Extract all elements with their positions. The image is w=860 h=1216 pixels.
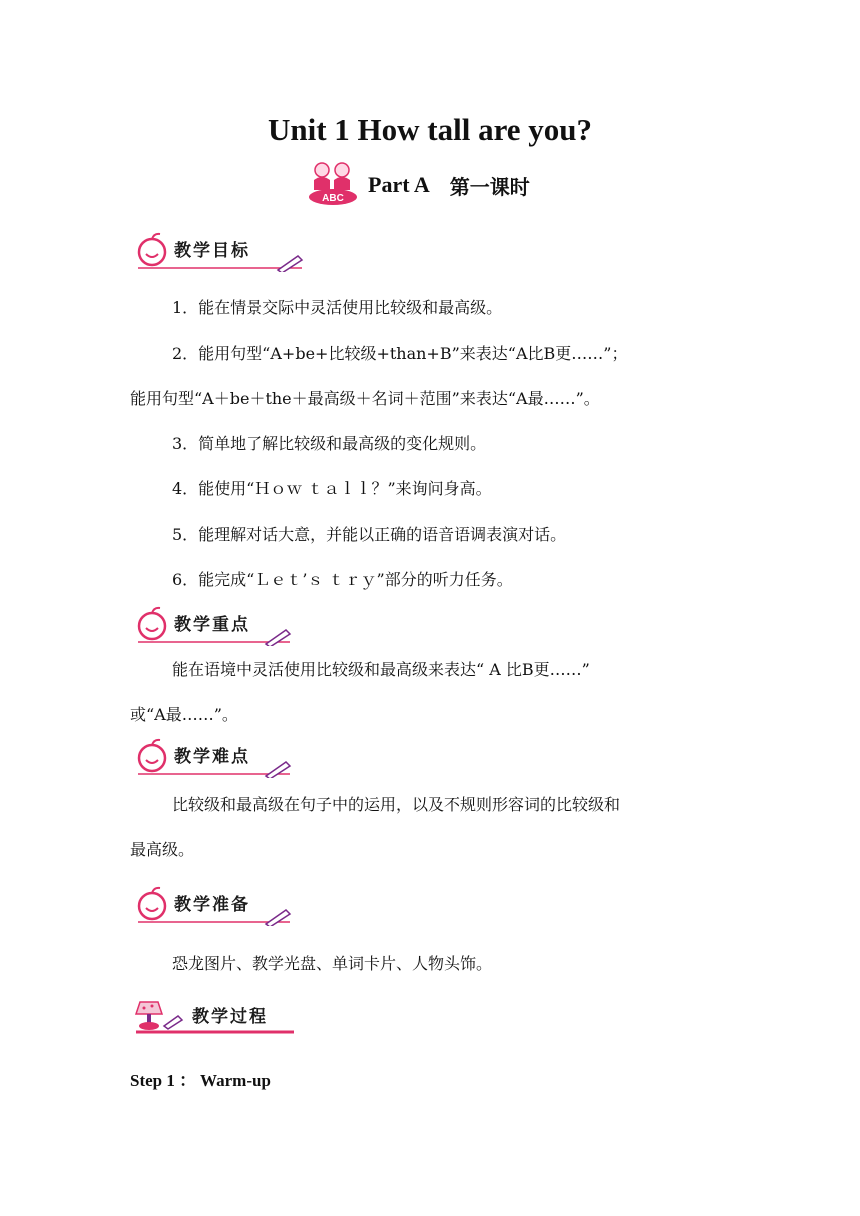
preparation-text: 恐龙图片、教学光盘、单词卡片、人物头饰。 — [172, 954, 493, 973]
section-header-difficulties — [130, 736, 310, 778]
section-heading: 教学准备 — [174, 895, 250, 915]
objective-item: 1．能在情景交际中灵活使用比较级和最高级。 — [172, 298, 503, 317]
step-heading: Step 1 ： Warm-up — [130, 1071, 271, 1090]
objective-item: 能用句型“A＋be＋the＋最高级＋名词＋范围”来表达“A最……”。 — [130, 389, 600, 408]
difficulty-line: 比较级和最高级在句子中的运用，以及不规则形容词的比较级和 — [172, 795, 621, 814]
objective-item: 2．能用句型“A+be+比较级+than+B”来表达“A比B更……”； — [172, 344, 628, 363]
section-heading: 教学目标 — [174, 241, 250, 261]
section-header-objectives — [130, 230, 310, 272]
objective-item: 5．能理解对话大意，并能以正确的语音语调表演对话。 — [172, 525, 567, 544]
abc-kids-icon — [306, 160, 360, 210]
objective-item: 6．能完成“Ｌｅｔ’ｓ ｔｒｙ”部分的听力任务。 — [172, 570, 513, 589]
section-heading: 教学重点 — [174, 615, 250, 635]
section-header-key-points — [130, 604, 310, 646]
section-header-preparation — [130, 884, 310, 926]
svg-text:ABC: ABC — [322, 193, 344, 204]
section-heading: 教学难点 — [174, 747, 250, 767]
key-point-line: 能在语境中灵活使用比较级和最高级来表达“ A 比B更……” — [172, 660, 590, 679]
lesson-label: 第一课时 — [449, 174, 530, 199]
part-label: Part A — [368, 172, 430, 197]
page-title: Unit 1 How tall are you? — [267, 112, 593, 147]
objective-item: 4．能使用“Ｈｏｗ ｔａｌｌ？”来询问身高。 — [172, 479, 492, 498]
objective-item: 3．简单地了解比较级和最高级的变化规则。 — [172, 434, 487, 453]
part-header — [306, 160, 530, 210]
key-point-line: 或“A最……”。 — [130, 705, 238, 724]
section-header-process — [130, 996, 310, 1038]
section-heading: 教学过程 — [192, 1007, 268, 1027]
difficulty-line: 最高级。 — [130, 840, 195, 859]
